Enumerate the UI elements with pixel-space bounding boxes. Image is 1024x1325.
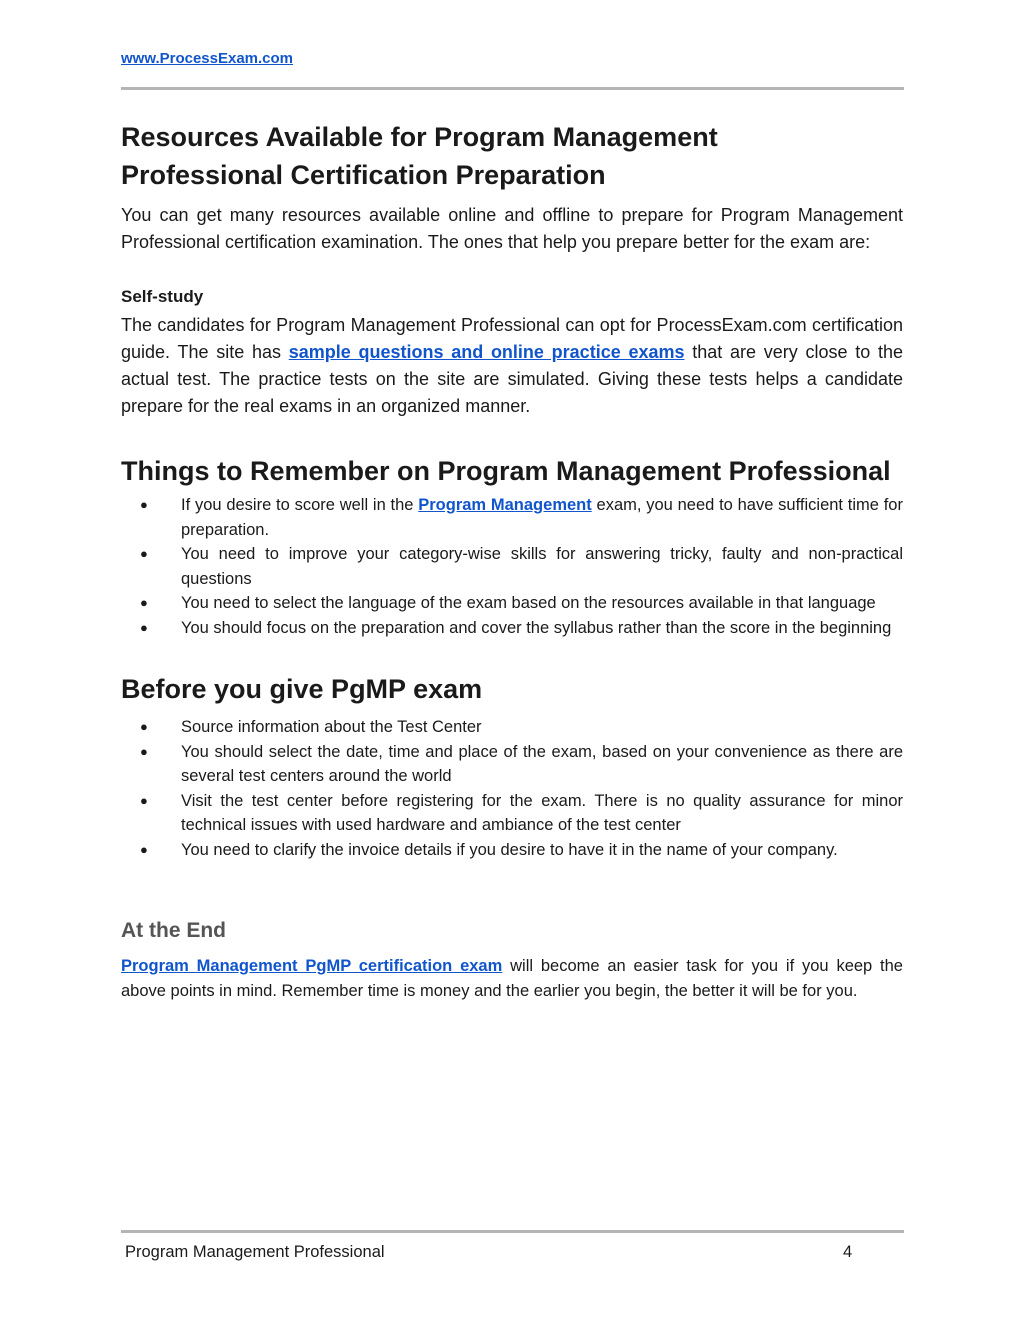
at-the-end-text: will become an easier task for you if you keep the above points in mind. Remember time is money and the earlier you begin, the better it will be for you.: [121, 957, 903, 1000]
list-item: [121, 838, 903, 863]
footer-title: Program Management Professional: [125, 1243, 385, 1261]
at-the-end-paragraph: [121, 954, 903, 1003]
item-text: You should focus on the preparation and cover the syllabus rather than the score in the beginning: [181, 618, 892, 637]
item-text-before: If you desire to score well in the: [181, 496, 419, 514]
item-text: You need to clarify the invoice details if you desire to have it in the name of your company.: [181, 840, 838, 859]
program-management-link[interactable]: Program Management: [418, 496, 592, 514]
bullet-icon: ●: [140, 595, 148, 610]
resources-intro: You can get many resources available online and offline to prepare for Program Management Professional certification examination. The ones that help you prepare better for the exam are:: [121, 205, 903, 252]
list-item: [121, 591, 903, 616]
list-item: [121, 616, 903, 641]
header-divider: [121, 87, 904, 90]
bullet-icon: ●: [140, 792, 148, 808]
self-study-text-before: The candidates for Program Management Professional can opt for ProcessExam.com certification guide. The site has: [121, 315, 903, 362]
bullet-icon: ●: [140, 619, 148, 635]
bullet-icon: ●: [140, 743, 148, 759]
site-link[interactable]: www.ProcessExam.com: [121, 50, 294, 67]
bullet-icon: ●: [140, 719, 148, 734]
item-text: You need to select the language of the exam based on the resources available in that language: [181, 594, 876, 612]
bullet-icon: ●: [140, 497, 148, 512]
list-item: [121, 715, 903, 740]
before-exam-list: [121, 715, 903, 862]
resources-heading-line2: Professional Certification Preparation: [121, 160, 606, 190]
list-item: [121, 542, 903, 591]
bullet-icon: ●: [140, 841, 148, 857]
resources-heading-line1: Resources Available for Program Management: [121, 122, 718, 152]
item-text: You should select the date, time and place of the exam, based on your convenience as there are several test centers around the world: [181, 742, 903, 785]
bullet-icon: ●: [140, 546, 148, 561]
pgmp-exam-link[interactable]: Program Management PgMP certification exam: [121, 957, 503, 975]
at-the-end-heading: At the End: [121, 919, 226, 942]
page-number: 4: [843, 1243, 853, 1261]
item-text: Visit the test center before registering for the exam. There is no quality assurance for minor technical issues with used hardware and ambiance of the test center: [181, 791, 903, 834]
list-item: [121, 493, 903, 542]
item-text: You need to improve your category-wise skills for answering tricky, faulty and non-practical questions: [181, 545, 903, 588]
self-study-heading: Self-study: [121, 287, 204, 306]
self-study-text-after: that are very close to the actual test. The practice tests on the site are simulated. Giving these tests helps a candidate prepare for the real exams in an organized manner.: [121, 342, 903, 416]
footer-divider: [121, 1230, 904, 1233]
resources-heading: [121, 118, 903, 194]
list-item: [121, 789, 903, 838]
practice-exams-link[interactable]: sample questions and online practice exams: [288, 342, 685, 362]
item-text: Source information about the Test Center: [181, 718, 482, 736]
page-body: [121, 118, 903, 1003]
self-study-paragraph: [121, 312, 903, 420]
things-list: [121, 493, 903, 640]
before-exam-heading: Before you give PgMP exam: [121, 674, 483, 704]
things-heading: Things to Remember on Program Management Professional: [121, 456, 891, 486]
item-text-after: exam, you need to have sufficient time for preparation.: [181, 496, 903, 539]
list-item: [121, 740, 903, 789]
